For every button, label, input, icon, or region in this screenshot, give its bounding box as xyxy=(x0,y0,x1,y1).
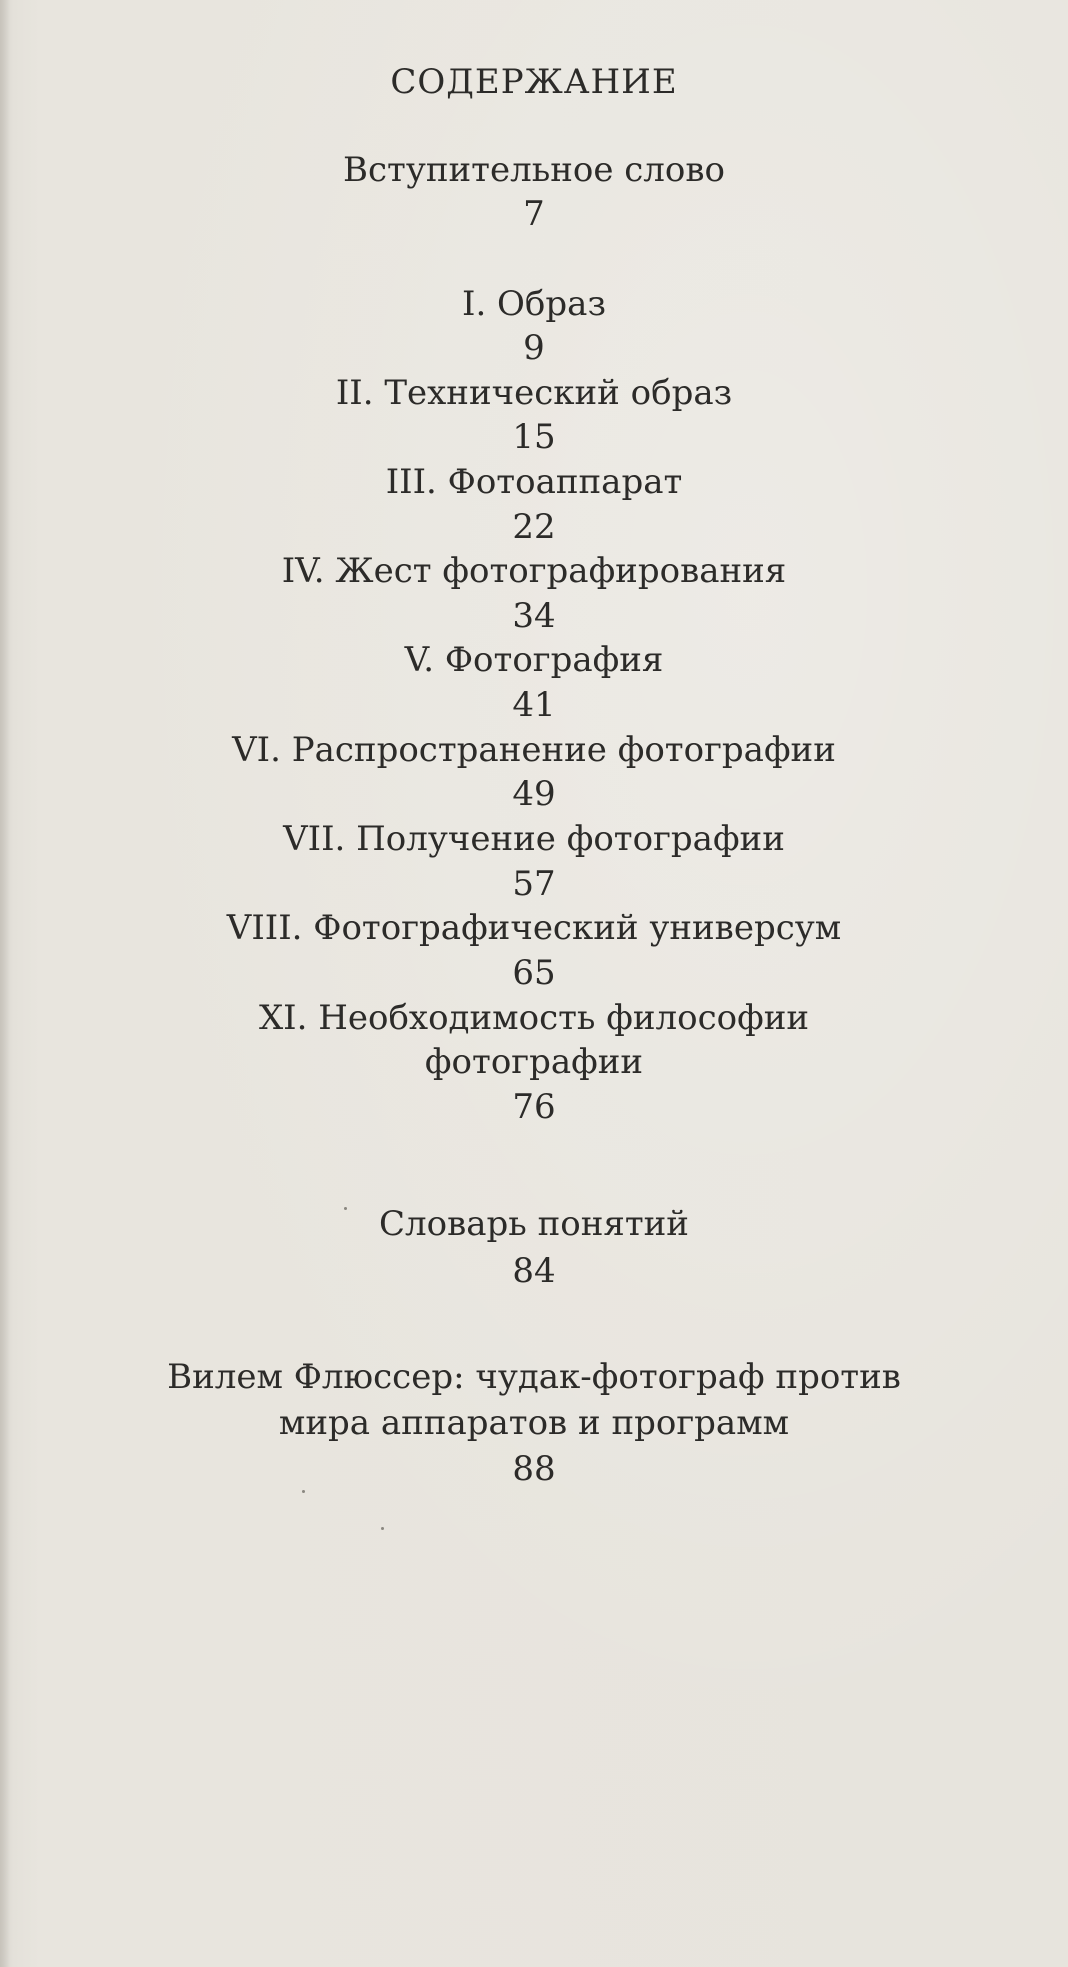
toc-entry-page: 88 xyxy=(512,1449,556,1489)
toc-entry-page: 76 xyxy=(512,1087,556,1127)
toc-entry-page: 7 xyxy=(523,194,545,234)
toc-entry-page: 41 xyxy=(512,685,556,725)
toc-entry-title: Словарь понятий xyxy=(379,1204,689,1244)
toc-entry-title: I. Образ xyxy=(462,284,606,324)
toc-entry-title: Вилем Флюссер: чудак-фотограф против xyxy=(167,1357,901,1397)
toc-entry-title-continued: мира аппаратов и программ xyxy=(278,1403,790,1443)
toc-entry-title: IV. Жест фотографирования xyxy=(281,551,787,591)
toc-entry-page: 34 xyxy=(512,596,556,636)
toc-entry-title: V. Фотография xyxy=(404,640,664,680)
toc-entry-title-continued: фотографии xyxy=(424,1042,644,1082)
toc-entry-page: 15 xyxy=(512,417,556,457)
toc-entry-page: 57 xyxy=(512,864,556,904)
toc-entry-title: II. Технический образ xyxy=(335,373,733,413)
toc-entry-page: 9 xyxy=(523,328,545,368)
toc-entry-title: VII. Получение фотографии xyxy=(283,819,785,859)
toc-entry-title: VI. Распространение фотографии xyxy=(232,730,836,770)
toc-entry-page: 22 xyxy=(512,507,556,547)
toc-entry-title: VIII. Фотографический универсум xyxy=(226,908,842,948)
paper-speck xyxy=(381,1527,384,1530)
toc-entry-page: 84 xyxy=(512,1251,556,1291)
toc-entry-page: 49 xyxy=(512,774,556,814)
toc-entry-title: III. Фотоаппарат xyxy=(385,462,683,502)
toc-entry-title: Вступительное слово xyxy=(343,150,725,190)
toc-heading: СОДЕРЖАНИЕ xyxy=(390,62,678,102)
toc-entry-title: XI. Необходимость философии xyxy=(258,998,810,1038)
toc-entry-page: 65 xyxy=(512,953,556,993)
